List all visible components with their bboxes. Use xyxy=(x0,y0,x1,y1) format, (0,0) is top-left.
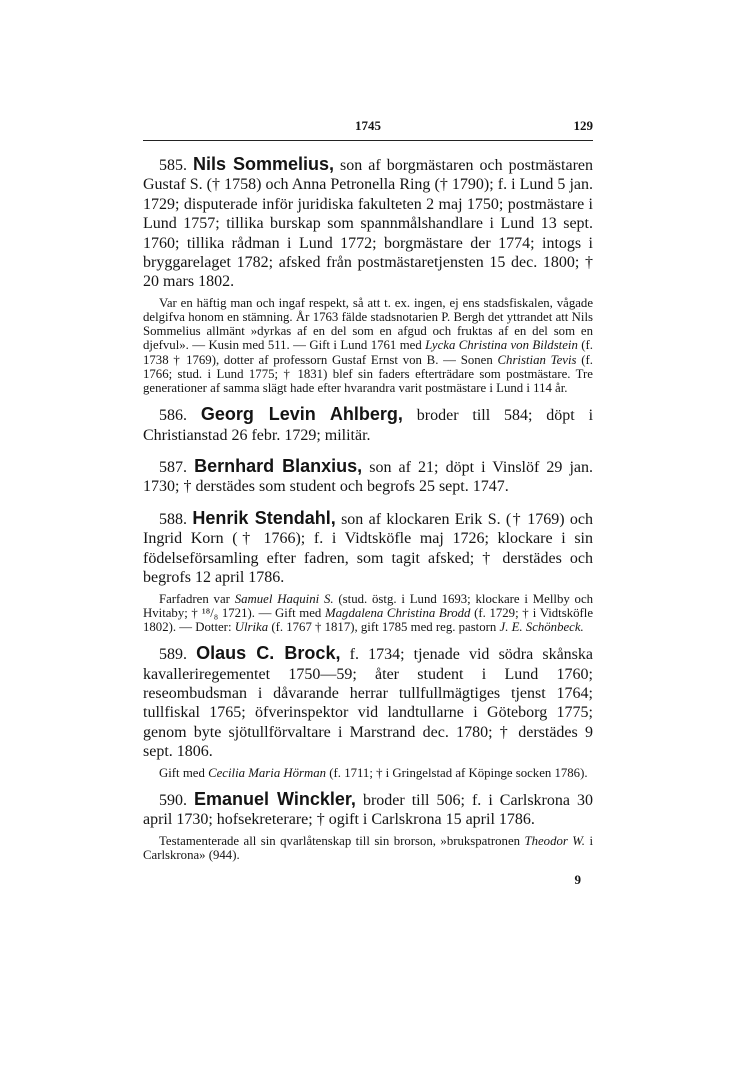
wife-name: Lycka Christina von Bildstein xyxy=(425,338,578,353)
entry-text: f. 1734; tjenade vid södra skånska kavalleriregementet 1750—59; åter student i Lund 1760; reseombudsman i dåvarande herrar tullfullmägtiges tjenst 1764; tullfiskal 1765; öfverinspektor vid landtullarne i Göteborg 1775; genom byte sjötullförvaltare i Marstrand dec. 1780; † derstädes 9 sept. 1806. xyxy=(143,646,594,761)
entry-text: son af 21; döpt i Vinslöf 29 jan. 1730; † derstädes som student och begrofs 25 sept. 1747. xyxy=(143,459,594,496)
entry-585 xyxy=(143,155,593,292)
entry-name: Bernhard Blanxius, xyxy=(194,456,363,477)
note-585: Var en häftig man och ingaf respekt, så att t. ex. ingen, ej ens stadsfiskalen, vågade delgifva honom en stämning. År 1763 fälde stadsnotarien P. Bergh det yttrandet att Nils Sommelius allmänt »dyrkas af en del som en afgud och fruktas af en del som en djefvul». — Kusin med 511. — Gift i Lund 1761 med Lycka Christina von Bildstein (f. 1738 † 1769), dotter af professorn Gustaf Ernst von B. — Sonen Christian Tevis (f. 1766; stud. i Lund 1775; † 1831) blef sin faders efterträdare som postmästare. Tre generationer af samma slägt hade efter hvarandra varit postmästare i Lund i 114 år. xyxy=(143,295,594,396)
wife-name: Cecilia Maria Hörman xyxy=(208,765,327,780)
entry-number: 588. xyxy=(159,510,187,528)
entry-number: 590. xyxy=(159,791,187,809)
entry-number: 589. xyxy=(159,646,187,664)
signature-mark: 9 xyxy=(574,871,581,887)
entry-name: Emanuel Winckler, xyxy=(194,788,356,809)
note-590: Testamenterade all sin qvarlåtenskap till sin brorson, »brukspatronen Theodor W. i Carlskrona» (944). xyxy=(143,833,593,862)
entry-586 xyxy=(143,405,593,445)
entry-name: Nils Sommelius, xyxy=(193,154,335,174)
entry-text: broder till 584; döpt i Christianstad 26 febr. 1729; militär. xyxy=(143,407,594,444)
entry-name: Olaus C. Brock, xyxy=(196,643,341,664)
entry-588 xyxy=(143,509,593,588)
entry-number: 587. xyxy=(159,459,187,477)
note-588: Farfadren var Samuel Haquini S. (stud. östg. i Lund 1693; klockare i Mellby och Hvitaby; † ¹⁸/₈ 1721). — Gift med Magdalena Christina Brodd (f. 1729; † i Vidtsköfle 1802). — Dotter: Ulrika (f. 1767 † 1817), gift 1785 med reg. pastorn J. E. Schönbeck. xyxy=(143,591,594,634)
running-header xyxy=(143,118,593,138)
grandfather-name: Samuel Haquini S. xyxy=(234,591,334,606)
entry-name: Georg Levin Ahlberg, xyxy=(200,404,403,425)
pastor-name: J. E. Schönbeck. xyxy=(499,619,584,634)
entry-number: 585. xyxy=(159,157,187,174)
header-year: 1745 xyxy=(355,118,381,133)
entry-589 xyxy=(143,644,593,761)
wife-name: Magdalena Christina Brodd xyxy=(324,605,471,620)
book-page xyxy=(143,118,593,888)
entry-text: son af klockaren Erik S. († 1769) och Ingrid Korn († 1766); f. i Vidtsköfle maj 1726; klockare i sin födelseförsamling efter fadren, som tagit afsked; † derstädes och begrofs 12 april 1786. xyxy=(143,510,594,587)
son-name: Christian Tevis xyxy=(497,352,577,367)
heir-name: Theodor W. xyxy=(524,833,585,848)
entry-590 xyxy=(143,790,593,830)
daughter-name: Ulrika xyxy=(234,619,269,634)
page-number: 129 xyxy=(573,118,593,133)
entry-text: son af borgmästaren och postmästaren Gustaf S. († 1758) och Anna Petronella Ring († 1790); f. i Lund 5 jan. 1729; disputerade inför juridiska fakulteten 2 maj 1750; postmästare i Lund 1757; tillika burskap som spannmålshandlare i Lund 13 sept. 1760; tillika rådman i Lund 1772; borgmästare der 1774; intogs i bryggarelaget 1782; afsked från postmästaretjensten 15 dec. 1800; † 20 mars 1802. xyxy=(143,157,594,291)
entry-text: broder till 506; f. i Carlskrona 30 april 1730; hofsekreterare; † ogift i Carlskrona 15 april 1786. xyxy=(143,791,593,829)
entry-number: 586. xyxy=(159,407,187,425)
note-589: Gift med Cecilia Maria Hörman (f. 1711; † i Gringelstad af Köpinge socken 1786). xyxy=(159,765,588,780)
header-rule xyxy=(143,140,593,141)
entry-587 xyxy=(143,457,593,497)
entry-name: Henrik Stendahl, xyxy=(192,507,336,528)
